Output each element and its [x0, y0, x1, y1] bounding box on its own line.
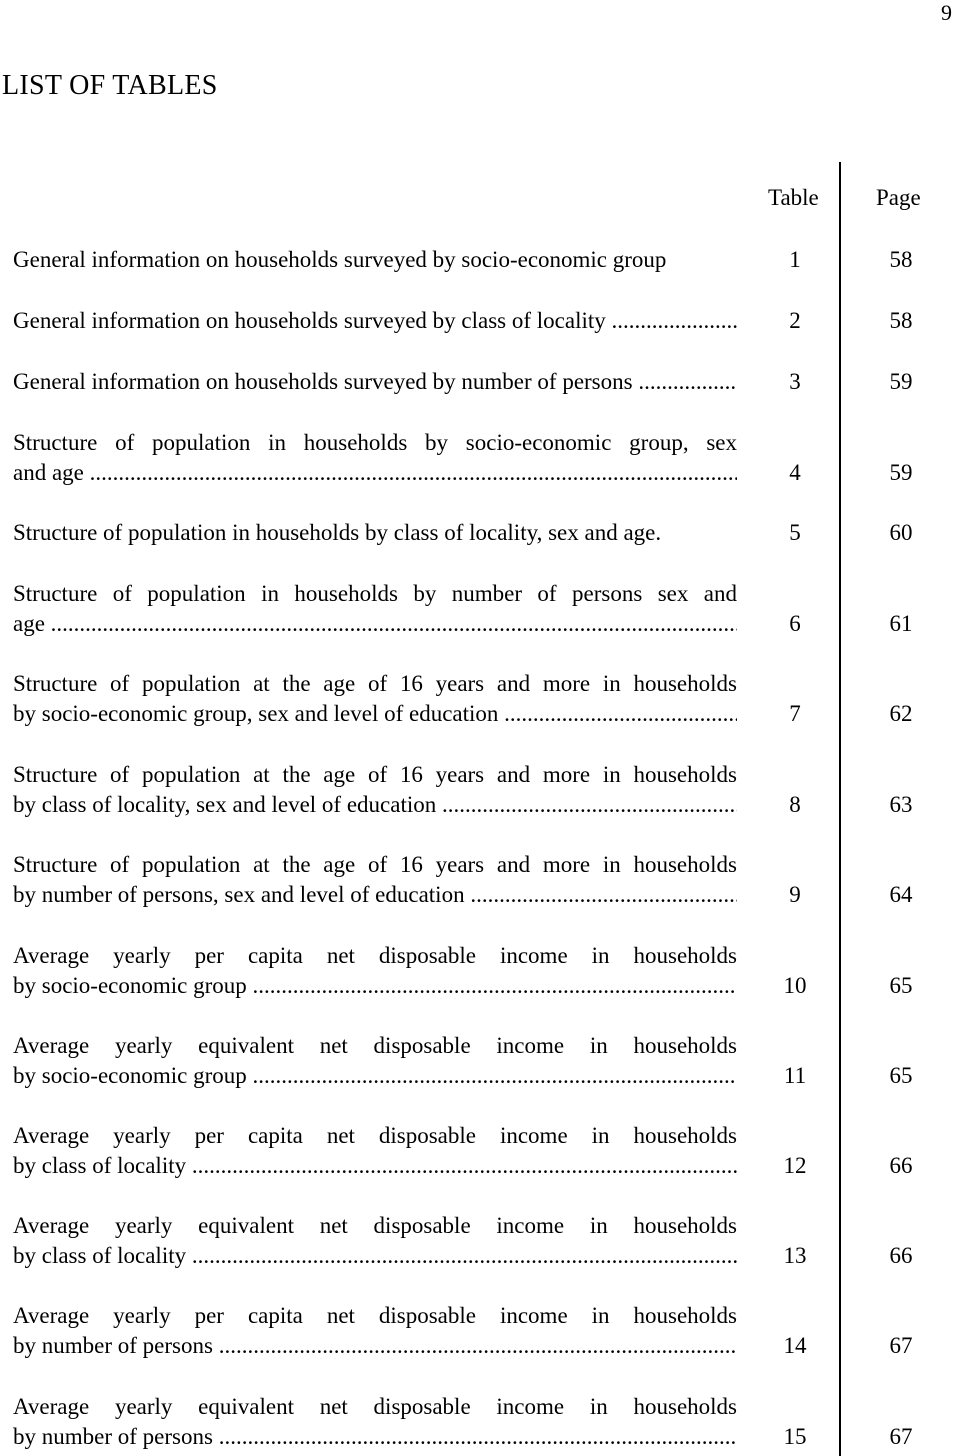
table-number: 13: [783, 1242, 807, 1268]
table-number: 4: [789, 459, 801, 485]
table-title: [13, 1301, 737, 1360]
table-title: [13, 306, 737, 336]
table-number: 6: [789, 610, 801, 636]
page-title: LIST OF TABLES: [2, 70, 218, 101]
table-title: [13, 1031, 737, 1090]
page-reference: 62: [889, 700, 913, 726]
page-reference: 63: [889, 791, 913, 817]
table-title-line: Structure of population at the age of 16 years and more in households: [13, 852, 737, 877]
table-title-line: by class of locality .....: [13, 1241, 737, 1271]
table-title-line: Structure of population at the age of 16 years and more in households: [13, 671, 737, 696]
table-title-line: by class of locality, sex and level of education .....: [13, 790, 737, 820]
table-title-line: Average yearly equivalent net disposable income in households: [13, 1213, 737, 1238]
table-title-line: Average yearly equivalent net disposable income in households: [13, 1394, 737, 1419]
table-title-line: by socio-economic group .....: [13, 1061, 737, 1091]
table-title-line: Structure of population at the age of 16 years and more in households: [13, 762, 737, 787]
page-reference: 60: [889, 520, 913, 545]
page-reference: 59: [889, 459, 913, 485]
table-title-line: and age .....: [13, 458, 737, 488]
table-title: [13, 579, 737, 638]
page-reference: 66: [889, 1152, 913, 1178]
page-reference: 65: [889, 972, 913, 998]
table-title: [13, 245, 737, 275]
table-number: 11: [783, 1062, 807, 1088]
table-title: [13, 669, 737, 728]
table-title: [13, 850, 737, 909]
table-number: 10: [783, 972, 807, 998]
table-number: 8: [789, 791, 801, 817]
table-title-line: General information on households surveyed by class of locality .....: [13, 306, 737, 336]
table-title-line: Structure of population in households by class of locality, sex and age.: [13, 520, 662, 545]
table-title: [13, 1211, 737, 1270]
table-title-line: by number of persons .....: [13, 1331, 737, 1361]
table-title-line: General information on households surveyed by number of persons .....: [13, 367, 737, 397]
table-title-line: by number of persons .....: [13, 1422, 737, 1452]
table-number: 2: [789, 308, 801, 333]
table-title-line: General information on households surveyed by socio-economic group: [13, 247, 667, 272]
column-divider: [839, 162, 841, 1456]
table-title: [13, 1121, 737, 1180]
page-reference: 61: [889, 610, 913, 636]
page-reference: 66: [889, 1242, 913, 1268]
column-header-page: Page: [876, 185, 921, 210]
table-title: [13, 428, 737, 487]
table-title-line: age .....: [13, 609, 737, 639]
table-title-line: Average yearly per capita net disposable income in households: [13, 1303, 737, 1328]
page-reference: 58: [889, 247, 913, 272]
table-title-line: by socio-economic group .....: [13, 971, 737, 1001]
table-number: 3: [789, 369, 801, 394]
table-title-line: by number of persons, sex and level of education .....: [13, 880, 737, 910]
table-title: [13, 941, 737, 1000]
table-title-line: Average yearly equivalent net disposable income in households: [13, 1033, 737, 1058]
table-number: 9: [789, 881, 801, 907]
table-title-line: Average yearly per capita net disposable income in households: [13, 1123, 737, 1148]
table-title-line: by socio-economic group, sex and level of education .....: [13, 699, 737, 729]
table-title: [13, 367, 737, 397]
page-number: 9: [941, 0, 952, 25]
table-number: 14: [783, 1332, 807, 1358]
table-title-line: by class of locality .....: [13, 1151, 737, 1181]
page-reference: 67: [889, 1423, 913, 1449]
table-title-line: Structure of population in households by socio-economic group, sex: [13, 430, 737, 455]
table-title: [13, 760, 737, 819]
table-number: 1: [789, 247, 801, 272]
page-reference: 64: [889, 881, 913, 907]
page-reference: 67: [889, 1332, 913, 1358]
page-reference: 58: [889, 308, 913, 333]
table-number: 15: [783, 1423, 807, 1449]
table-number: 7: [789, 700, 801, 726]
table-title-line: Average yearly per capita net disposable income in households: [13, 943, 737, 968]
column-header-table: Table: [768, 185, 819, 210]
page-reference: 59: [889, 369, 913, 394]
page-reference: 65: [889, 1062, 913, 1088]
table-title: [13, 518, 737, 548]
table-title: [13, 1392, 737, 1451]
table-title-line: Structure of population in households by number of persons sex and: [13, 581, 737, 606]
table-number: 12: [783, 1152, 807, 1178]
table-number: 5: [789, 520, 801, 545]
